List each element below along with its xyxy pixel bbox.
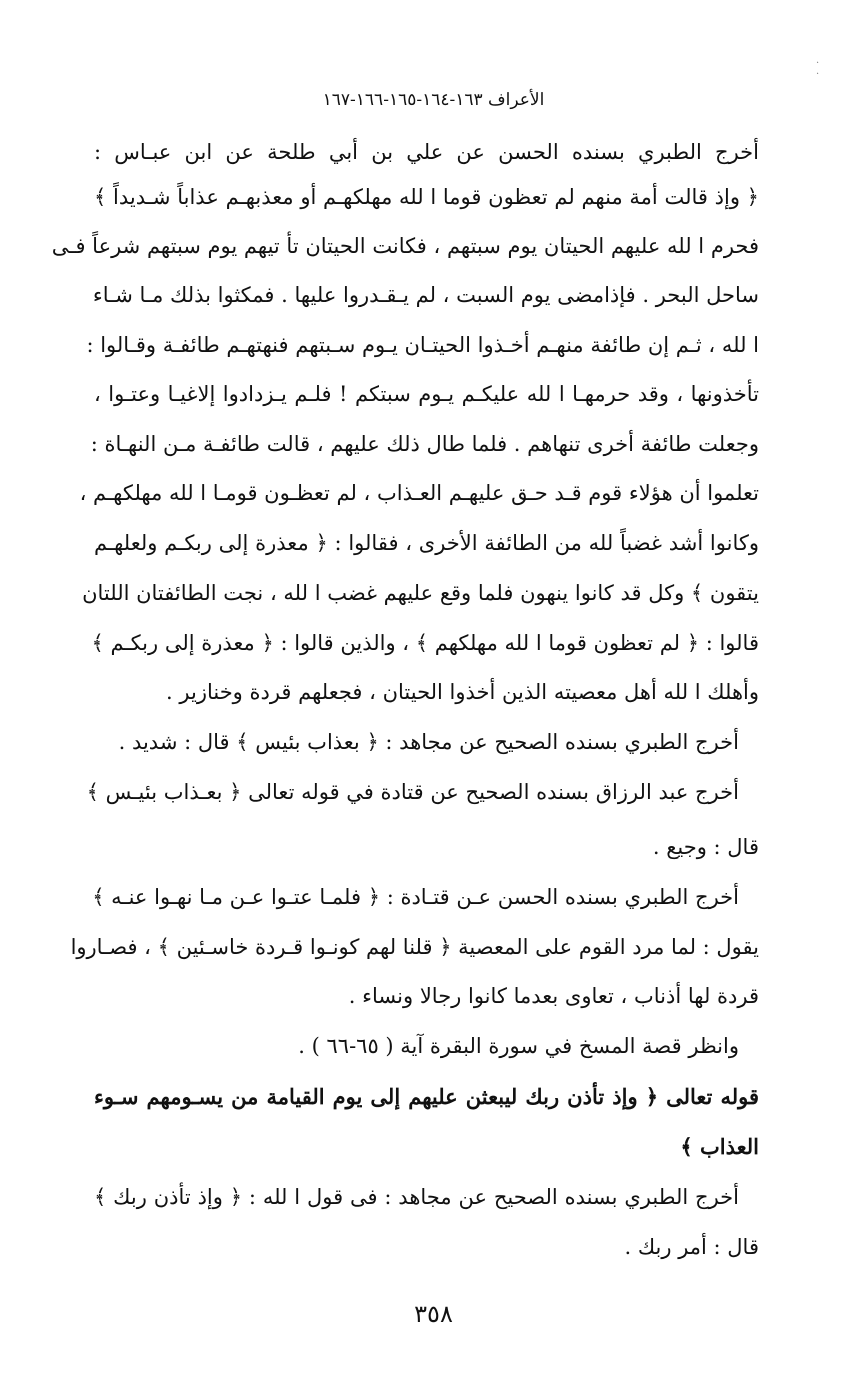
heading-line: العذاب ﴾ [680,1134,759,1159]
text-line: أخرج الطبري بسنده الحسن عـن قتـادة : ﴿ فلمـا عتـوا عـن مـا نهـوا عنـه ﴾ [92,885,739,909]
text-line: قال : وجيع . [652,835,759,859]
text-line: يقول : لما مرد القوم على المعصية ﴿ قلنا لهم كونـوا قـردة خاسـئين ﴾ ، فصـاروا [70,935,759,959]
text-line: أخرج عبد الرزاق بسنده الصحيح عن قتادة في قوله تعالى ﴿ بعـذاب بئيـس ﴾ [86,780,739,804]
margin-mark: · · [816,58,820,80]
text-line: وجعلت طائفة أخرى تنهاهم . فلما طال ذلك عليهم ، قالت طائفـة مـن النهـاة : [90,432,759,456]
text-line: يتقون ﴾ وكل قد كانوا ينهون فلما وقع عليهم غضب ا لله ، نجت الطائفتان اللتان [82,581,759,605]
text-line: وانظر قصة المسخ في سورة البقرة آية ( ٦٥-٦٦ ) . [298,1034,739,1058]
text-line: قردة لها أذناب ، تعاوى بعدما كانوا رجالا ونساء . [348,984,759,1008]
text-line: تعلموا أن هؤلاء قوم قـد حـق عليهـم العـذاب ، لم تعظـون قومـا ا لله مهلكهـم ، [79,481,759,505]
text-line: ا لله ، ثـم إن طائفة منهـم أخـذوا الحيتـان يـوم سـبتهم فنهتهـم طائفـة وقـالوا : [86,333,759,357]
page-number: ٣٥٨ [414,1300,453,1328]
text-line: ساحل البحر . فإذامضى يوم السبت ، لم يـقـدروا عليها . فمكثوا بذلك مـا شـاء [92,283,759,307]
text-line: أخرج الطبري بسنده الصحيح عن مجاهد : ﴿ بعذاب بئيس ﴾ قال : شديد . [118,730,739,754]
text-line: فحرم ا لله عليهم الحيتان يوم سبتهم ، فكانت الحيتان تأ تيهم يوم سبتهم شرعاً فـى [51,234,759,258]
heading-line: قوله تعالى ﴿ وإذ تأذن ربك ليبعثن عليهم إلى يوم القيامة من يسـومهم سـوء [94,1084,759,1109]
text-line: قالوا : ﴿ لم تعظون قوما ا لله مهلكهم ﴾ ، والذين قالوا : ﴿ معذرة إلى ربكـم ﴾ [91,631,759,655]
text-line: وكانوا أشد غضباً لله من الطائفة الأخرى ، فقالوا : ﴿ معذرة إلى ربكـم ولعلهـم [94,531,759,555]
text-line: أخرج الطبري بسنده الصحيح عن مجاهد : فى قول ا لله : ﴿ وإذ تأذن ربك ﴾ [94,1185,739,1209]
text-line: ﴿ وإذ قالت أمة منهم لم تعظون قوما ا لله مهلكهـم أو معذبهـم عذاباً شـديداً ﴾ [94,185,759,209]
running-header: الأعراف ١٦٣-١٦٤-١٦٥-١٦٦-١٦٧ [322,90,545,110]
text-line: وأهلك ا لله أهل معصيته الذين أخذوا الحيتان ، فجعلهم قردة وخنازير . [166,680,759,704]
text-line: قال : أمر ربك . [624,1235,759,1259]
text-line: تأخذونها ، وقد حرمهـا ا لله عليكـم يـوم سبتكم ! فلـم يـزدادوا إلاغيـا وعتـوا ، [94,382,759,406]
text-line: أخرج الطبري بسنده الحسن عن علي بن أبي طلحة عن ابن عبـاس : [94,140,759,164]
